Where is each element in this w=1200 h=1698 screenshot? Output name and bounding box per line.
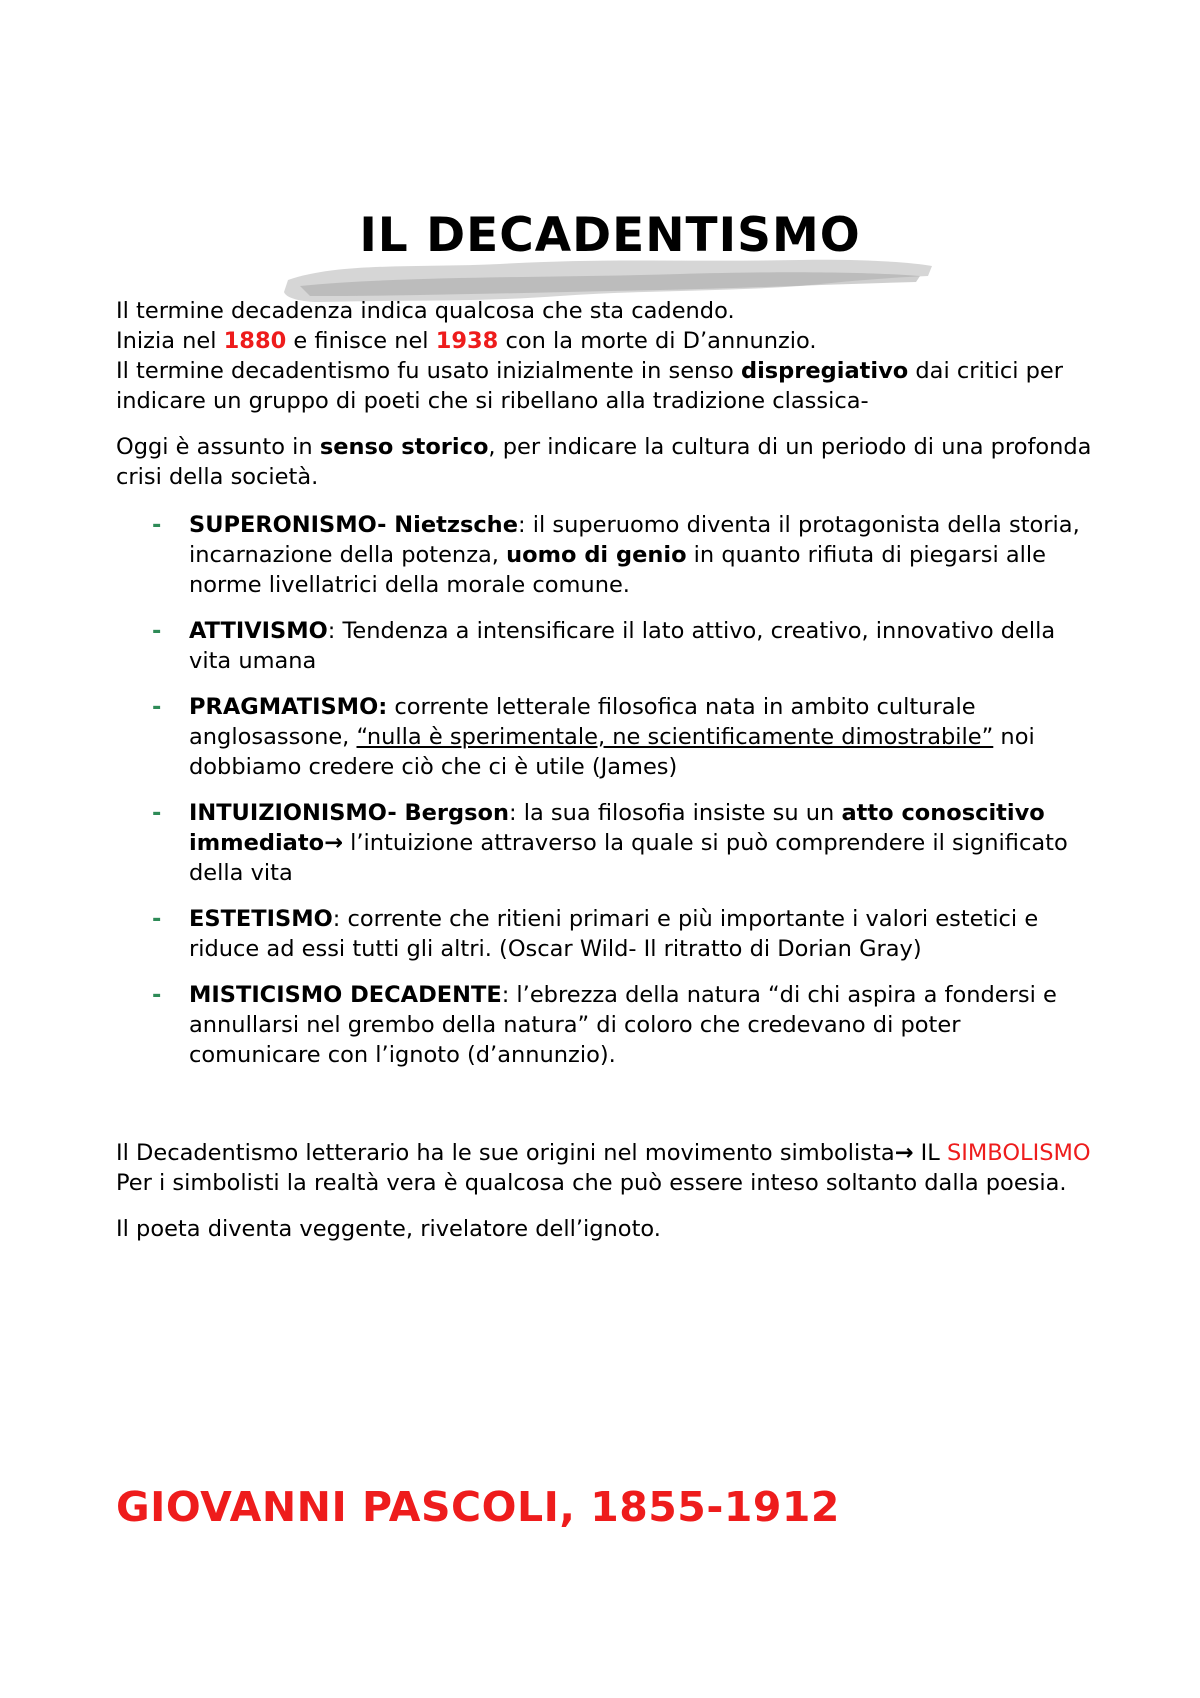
- item-text: : la sua filosofia insiste su un: [509, 800, 842, 826]
- item-text: : il superuomo diventa il protagonista della storia, incarnazione della potenza,: [189, 512, 1080, 568]
- item-term: MISTICISMO DECADENTE: [189, 982, 502, 1008]
- today-paragraph: [116, 432, 1096, 492]
- symbolism-paragraph: [116, 1138, 1096, 1198]
- bullet-dash: -: [152, 694, 162, 720]
- today-start: Oggi è assunto in: [116, 434, 320, 460]
- item-text: : Tendenza a intensificare il lato attivo, creativo, innovativo della vita umana: [189, 618, 1056, 674]
- item-text-end: noi dobbiamo credere ciò che ci è utile (James): [189, 724, 1035, 780]
- bullet-dash: -: [152, 906, 162, 932]
- movements-list: [116, 510, 1096, 1070]
- lower-text: [116, 1138, 1096, 1244]
- symbolism-il: IL: [913, 1140, 947, 1166]
- dispregiativo-term: dispregiativo: [740, 358, 909, 384]
- list-item-pragmatismo: [116, 692, 1096, 782]
- intro-line-3-start: Il termine decadentismo fu usato inizialmente in senso: [116, 358, 741, 384]
- intro-line-3-end: dai critici per indicare un gruppo di poeti che si ribellano alla tradizione classica-: [116, 358, 1063, 414]
- list-item-intuizionismo: [116, 798, 1096, 888]
- page-title: IL DECADENTISMO: [359, 208, 861, 263]
- simbolismo-term: SIMBOLISMO: [946, 1140, 1091, 1166]
- list-item-misticismo: [116, 980, 1096, 1070]
- senso-storico-term: senso storico: [319, 434, 489, 460]
- poet-paragraph: Il poeta diventa veggente, rivelatore dell’ignoto.: [116, 1216, 661, 1242]
- item-text-end: in quanto rifiuta di piegarsi alle norme livellatrici della morale comune.: [189, 542, 1047, 598]
- year-1938: 1938: [435, 328, 499, 354]
- bullet-dash: -: [152, 618, 162, 644]
- arrow-icon: →: [324, 830, 343, 856]
- item-bold: uomo di genio: [506, 542, 687, 568]
- intro-line-2-end: con la morte di D’annunzio.: [498, 328, 817, 354]
- list-item-estetismo: [116, 904, 1096, 964]
- item-text: corrente letterale filosofica nata in ambito culturale anglosassone,: [189, 694, 976, 750]
- item-bold: atto conoscitivo immediato: [189, 800, 1045, 856]
- item-text: : l’ebrezza della natura “di chi aspira a fondersi e annullarsi nel grembo della natura” di coloro che credevano di poter comunicare con l’ignoto (d’annunzio).: [189, 982, 1057, 1068]
- intro-line-2-start: Inizia nel: [116, 328, 224, 354]
- item-term: PRAGMATISMO:: [189, 694, 388, 720]
- list-item-attivismo: [116, 616, 1096, 676]
- item-term: ESTETISMO: [189, 906, 333, 932]
- bullet-dash: -: [152, 982, 162, 1008]
- list-item-superonismo: [116, 510, 1096, 600]
- year-1880: 1880: [223, 328, 287, 354]
- section-heading-pascoli: GIOVANNI PASCOLI, 1855-1912: [116, 1483, 840, 1531]
- item-text: : corrente che ritieni primari e più importante i valori estetici e riduce ad essi tutti gli altri. (Oscar Wild- Il ritratto di Dorian Gray): [189, 906, 1039, 962]
- arrow-icon: →: [894, 1140, 914, 1166]
- intro-paragraph: [116, 296, 1096, 416]
- item-term: ATTIVISMO: [189, 618, 328, 644]
- item-text-end: l’intuizione attraverso la quale si può comprendere il significato della vita: [189, 830, 1068, 886]
- item-term: INTUIZIONISMO- Bergson: [189, 800, 509, 826]
- item-term: SUPERONISMO- Nietzsche: [189, 512, 518, 538]
- bullet-dash: -: [152, 512, 162, 538]
- today-end: , per indicare la cultura di un periodo di una profonda crisi della società.: [116, 434, 1092, 490]
- symbolism-start: Il Decadentismo letterario ha le sue origini nel movimento simbolista: [116, 1140, 895, 1166]
- intro-line-1: Il termine decadenza indica qualcosa che sta cadendo.: [116, 298, 735, 324]
- bullet-dash: -: [152, 800, 162, 826]
- item-quote: “nulla è sperimentale, ne scientificamente dimostrabile”: [356, 724, 994, 750]
- main-text: [116, 296, 1096, 1086]
- symbolism-end: Per i simbolisti la realtà vera è qualcosa che può essere inteso soltanto dalla poesia.: [116, 1170, 1067, 1196]
- intro-line-2-middle: e finisce nel: [286, 328, 436, 354]
